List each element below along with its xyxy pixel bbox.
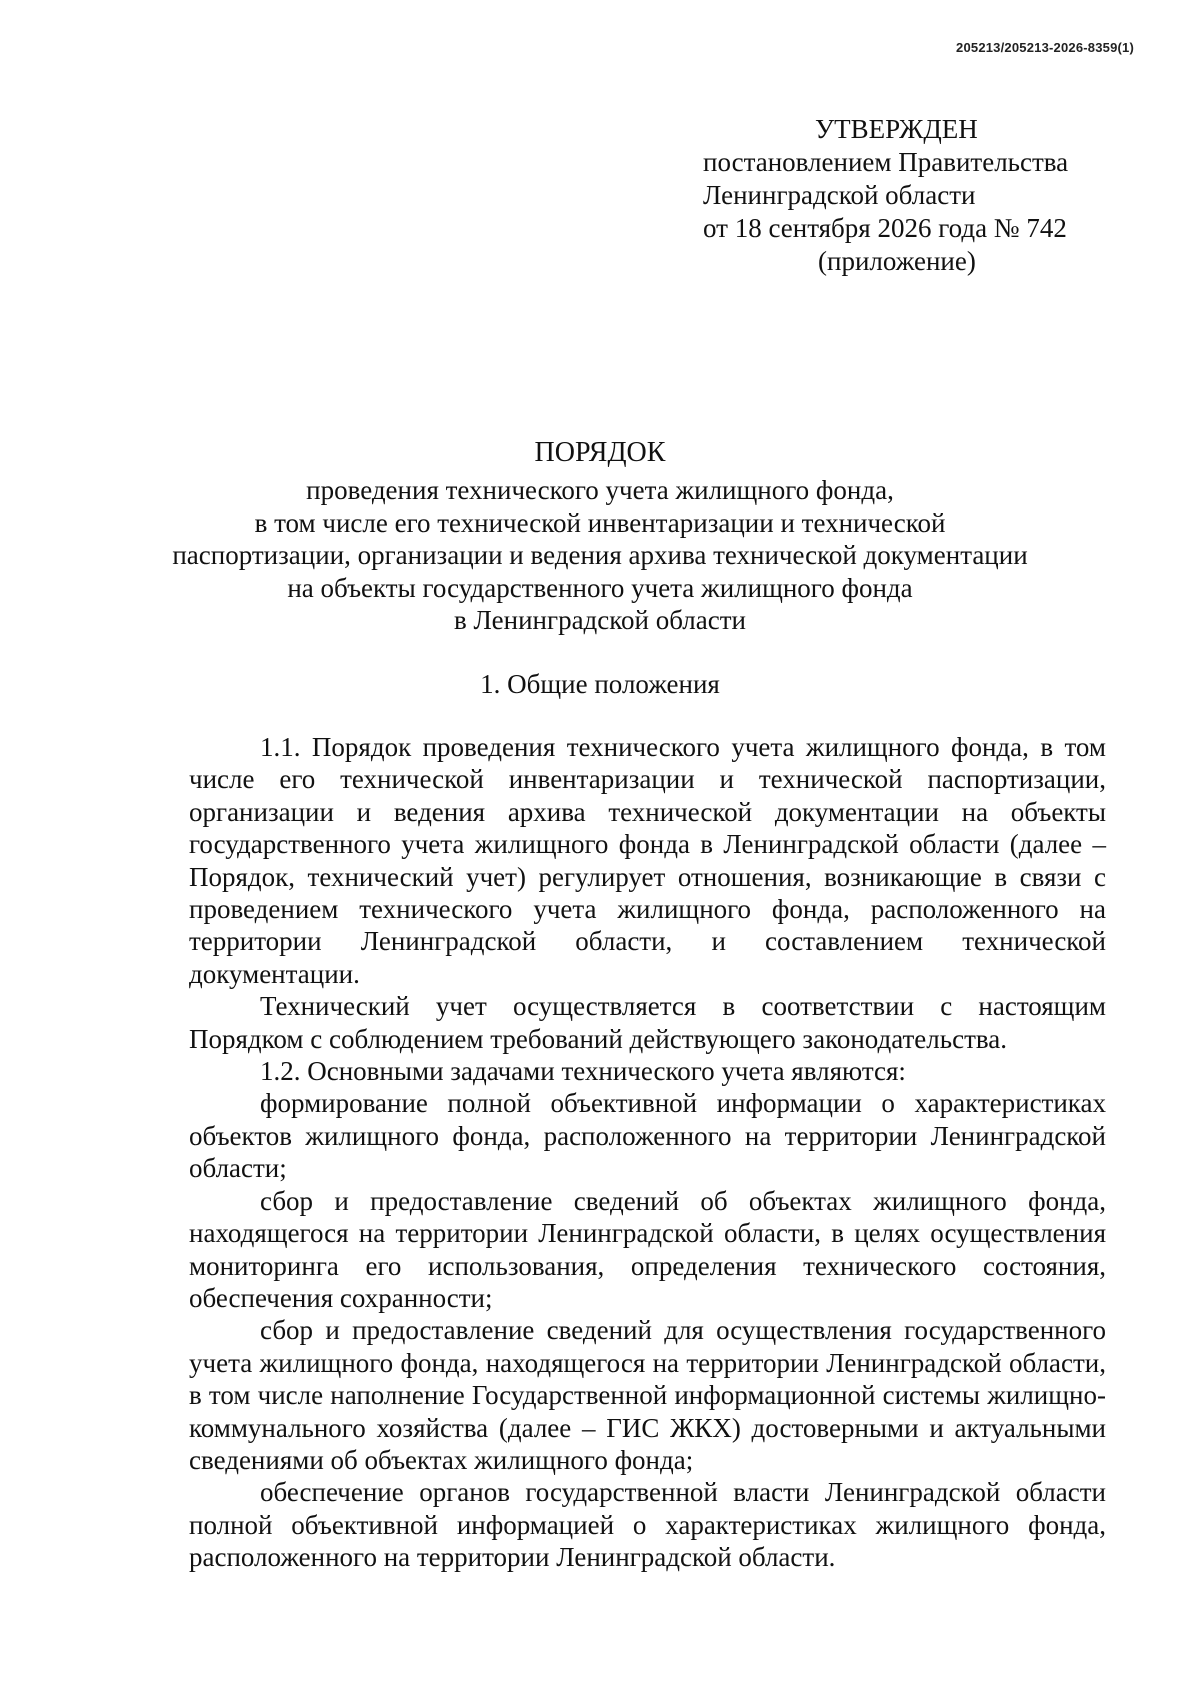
subtitle-line: проведения технического учета жилищного фонда,: [306, 475, 894, 505]
document-reference-number: 205213/205213-2026-8359(1): [956, 40, 1134, 55]
approval-line-2: Ленинградской области: [703, 180, 976, 210]
paragraph-1-2: 1.2. Основными задачами технического учета являются:: [260, 1056, 906, 1087]
approval-block: [703, 113, 1143, 278]
document-body: [189, 731, 1106, 1574]
subtitle-line: на объекты государственного учета жилищного фонда: [287, 572, 913, 603]
approval-heading: УТВЕРЖДЕН: [815, 114, 978, 144]
subtitle-line: в Ленинградской области: [454, 605, 746, 635]
paragraph-technical-accounting: Технический учет осуществляется в соответствии с настоящим Порядком с соблюдением требований действующего законодательства.: [189, 991, 1106, 1054]
document-title: ПОРЯДОК: [534, 437, 666, 468]
section-heading: 1. Общие положения: [480, 669, 720, 699]
subtitle-line: в том числе его технической инвентаризации и технической: [254, 507, 946, 538]
list-item-task: сбор и предоставление сведений об объектах жилищного фонда, находящегося на территории Ленинградской области, в целях осуществления мониторинга его использования, определения технического состояния, обеспечения сохранности;: [189, 1185, 1106, 1313]
document-subtitle: [150, 474, 1050, 637]
approval-appendix: (приложение): [818, 246, 976, 276]
paragraph-1-1: 1.1. Порядок проведения технического учета жилищного фонда, в том числе его технической инвентаризации и технической паспортизации, организации и ведения архива технической документации на объекты государственного учета жилищного фонда в Ленинградской области (далее – Порядок, технический учет) регулирует отношения, возникающие в связи с проведением технического учета жилищного фонда, расположенного на территории Ленинградской области, и составлением технической документации.: [189, 732, 1106, 989]
list-item-task: обеспечение органов государственной власти Ленинградской области полной объективной информацией о характеристиках жилищного фонда, расположенного на территории Ленинградской области.: [189, 1477, 1106, 1573]
approval-line-3: от 18 сентября 2026 года № 742: [703, 213, 1067, 243]
list-item-task: сбор и предоставление сведений для осуществления государственного учета жилищного фонда, находящегося на территории Ленинградской области, в том числе наполнение Государственной информационной системы жилищно-коммунального хозяйства (далее – ГИС ЖКХ) достоверными и актуальными сведениями об объектах жилищного фонда;: [189, 1315, 1106, 1475]
subtitle-line: паспортизации, организации и ведения архива технической документации: [172, 540, 1028, 570]
list-item-task: формирование полной объективной информации о характеристиках объектов жилищного фонда, расположенного на территории Ленинградской области;: [189, 1088, 1106, 1184]
approval-line-1: постановлением Правительства: [703, 147, 1069, 177]
